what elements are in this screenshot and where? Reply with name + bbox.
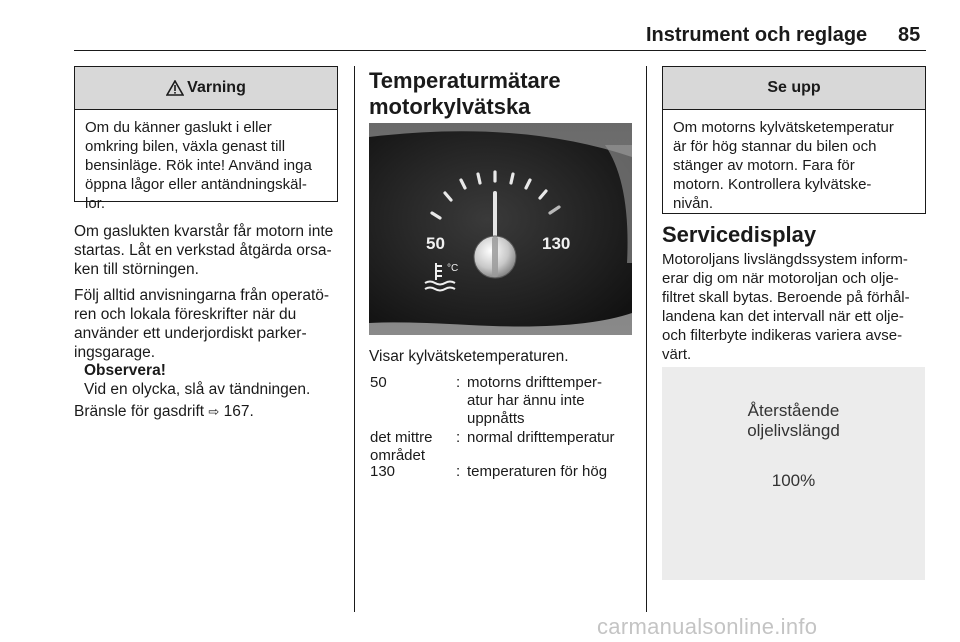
- warning-triangle-icon: [166, 80, 184, 96]
- gauge-caption: Visar kylvätsketemperaturen.: [369, 348, 569, 365]
- running-header-title: Instrument och reglage: [646, 24, 868, 46]
- definition-colon: :: [456, 429, 461, 446]
- watermark: carmanualsonline.info: [597, 614, 818, 639]
- paragraph-operator-instructions: [74, 286, 346, 362]
- text-line: ken till störningen.: [74, 261, 199, 278]
- warning-box-header: [75, 67, 337, 110]
- caution-line: motorn. Kontrollera kylvätske-: [673, 176, 872, 193]
- text-line: ren och lokala föreskrifter när du: [74, 306, 297, 323]
- coolant-temperature-gauge-image: [369, 123, 632, 335]
- text-line: landena kan det intervall när ett olje-: [662, 308, 904, 325]
- note-text: Vid en olycka, slå av tändningen.: [84, 381, 311, 398]
- term-line: 50: [370, 374, 387, 391]
- warning-line: lor.: [85, 195, 106, 212]
- heading-line: Temperaturmätare: [369, 68, 561, 93]
- desc-line: motorns drifttemper-: [467, 374, 603, 391]
- text-line: startas. Låt en verkstad åtgärda orsa-: [74, 242, 332, 259]
- header-rule: [74, 50, 926, 51]
- caution-text: [663, 110, 925, 213]
- warning-line: Om du känner gaslukt i eller: [85, 119, 272, 136]
- display-title-line: Återstående: [747, 401, 840, 420]
- warning-line: bensinläge. Rök inte! Använd inga: [85, 157, 312, 174]
- caution-box: [662, 66, 926, 214]
- definition-term: [370, 463, 454, 481]
- note-label: Observera!: [84, 362, 166, 379]
- caution-line: stänger av motorn. Fara för: [673, 157, 855, 174]
- text-line: erar dig om när motoroljan och olje-: [662, 270, 899, 287]
- definition-description: [467, 463, 637, 481]
- definition-term: [370, 429, 454, 465]
- heading-temperature-gauge: [369, 68, 639, 120]
- warning-line: öppna lågor eller antändningskäl-: [85, 176, 307, 193]
- arrow-right-icon: ⇨: [208, 404, 220, 419]
- caution-title: Se upp: [767, 79, 821, 96]
- text-line: värt.: [662, 346, 692, 363]
- gauge-face: [369, 131, 632, 326]
- caution-line: Om motorns kylvätsketemperatur: [673, 119, 894, 136]
- definition-term: [370, 374, 454, 392]
- text-line: Om gaslukten kvarstår får motorn inte: [74, 223, 334, 240]
- definition-description: [467, 429, 637, 447]
- paragraph-oil-life-system: [662, 250, 932, 364]
- desc-line: temperaturen för hög: [467, 463, 608, 480]
- definition-colon: :: [456, 374, 461, 391]
- caution-line: är för hög stannar du bilen och: [673, 138, 877, 155]
- note-block: [84, 361, 346, 399]
- text-line: använder ett underjordiskt parker-: [74, 325, 307, 342]
- paragraph-gas-smell: [74, 222, 346, 279]
- term-line: 130: [370, 463, 396, 480]
- display-title-line: oljelivslängd: [747, 421, 840, 440]
- gauge-high-label: 130: [542, 234, 571, 253]
- warning-line: omkring bilen, växla genast till: [85, 138, 286, 155]
- desc-line: normal drifttemperatur: [467, 429, 615, 446]
- text-line: och filterbyte indikeras variera avse-: [662, 327, 903, 344]
- oil-life-percentage: 100%: [771, 471, 816, 490]
- gauge-unit-label: °C: [447, 263, 459, 274]
- caution-line: nivån.: [673, 195, 714, 212]
- reference-page: 167.: [223, 403, 254, 420]
- page-number: 85: [898, 24, 921, 46]
- reference-text: Bränsle för gasdrift: [74, 403, 205, 420]
- desc-line: atur har ännu inte: [467, 392, 585, 409]
- display-title: [662, 401, 925, 441]
- term-line: området: [370, 447, 426, 464]
- desc-line: uppnåtts: [467, 410, 525, 427]
- caution-box-header: [663, 67, 925, 110]
- definition-colon: :: [456, 463, 461, 480]
- column-divider-right: [646, 66, 647, 612]
- heading-service-display: Servicedisplay: [662, 222, 817, 247]
- cross-reference[interactable]: [74, 402, 346, 421]
- warning-box: [74, 66, 338, 212]
- heading-line: motorkylvätska: [369, 94, 531, 119]
- column-divider-left: [354, 66, 355, 612]
- service-display-screen: [662, 367, 925, 580]
- text-line: filtret skall bytas. Beroende på förhål-: [662, 289, 910, 306]
- warning-title: Varning: [187, 79, 246, 96]
- text-line: ingsgarage.: [74, 344, 156, 361]
- gauge-low-label: 50: [426, 234, 445, 253]
- text-line: Motoroljans livslängdssystem inform-: [662, 251, 908, 268]
- definition-description: [467, 374, 637, 428]
- text-line: Följ alltid anvisningarna från operatö-: [74, 287, 330, 304]
- warning-text: [75, 110, 337, 213]
- term-line: det mittre: [370, 429, 433, 446]
